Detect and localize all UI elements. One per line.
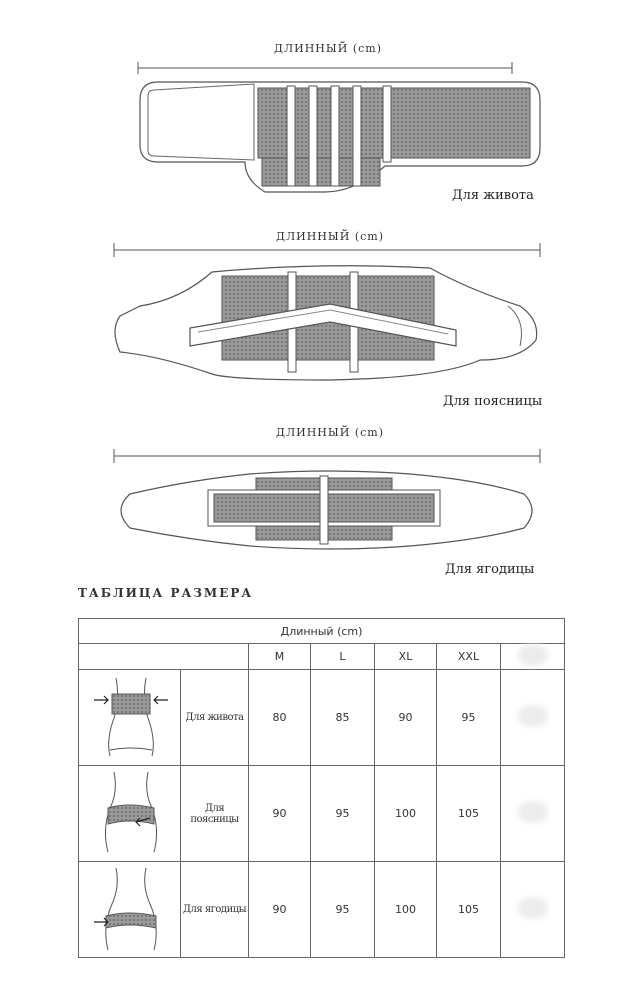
table-cell: 100: [375, 862, 437, 958]
size-table-title: ТАБЛИЦА РАЗМЕРА: [78, 586, 254, 600]
table-cell: 95: [311, 862, 375, 958]
row-type-buttocks: Для ягодицы: [181, 862, 249, 958]
size-m-header: M: [249, 644, 311, 670]
table-row: [79, 670, 565, 766]
table-cell: 95: [437, 670, 501, 766]
row-type-lumbar: Для поясницы: [181, 766, 249, 862]
table-cell: 105: [437, 766, 501, 862]
blurred-cell: [501, 670, 565, 766]
dimension-label-1: ДЛИННЫЙ (cm): [274, 42, 382, 55]
dimension-label-3: ДЛИННЫЙ (cm): [276, 426, 384, 439]
size-table: [78, 618, 565, 958]
table-cell: 90: [375, 670, 437, 766]
blurred-cell: [501, 644, 565, 670]
table-cell: 95: [311, 766, 375, 862]
table-cell: 100: [375, 766, 437, 862]
table-cell: 90: [249, 766, 311, 862]
lumbar-figure-cell: [79, 766, 181, 862]
blurred-cell: [501, 862, 565, 958]
size-xxl-header: XXL: [437, 644, 501, 670]
row-type-abdomen: Для живота: [181, 670, 249, 766]
size-table-header: Длинный (cm): [79, 619, 565, 644]
table-cell: 105: [437, 862, 501, 958]
table-cell: 85: [311, 670, 375, 766]
table-row: [79, 862, 565, 958]
size-l-header: L: [311, 644, 375, 670]
buttocks-torso-icon: [80, 862, 180, 954]
blurred-cell: [501, 766, 565, 862]
corner-cell: [79, 644, 249, 670]
buttocks-figure-cell: [79, 862, 181, 958]
caption-lumbar: Для поясницы: [443, 394, 543, 409]
abdomen-torso-icon: [80, 670, 180, 762]
abdomen-figure-cell: [79, 670, 181, 766]
caption-buttocks: Для ягодицы: [445, 562, 535, 577]
table-row: [79, 766, 565, 862]
size-xl-header: XL: [375, 644, 437, 670]
table-cell: 80: [249, 670, 311, 766]
caption-abdomen: Для живота: [452, 188, 534, 203]
table-cell: 90: [249, 862, 311, 958]
lumbar-torso-icon: [80, 766, 180, 858]
dimension-label-2: ДЛИННЫЙ (cm): [276, 230, 384, 243]
